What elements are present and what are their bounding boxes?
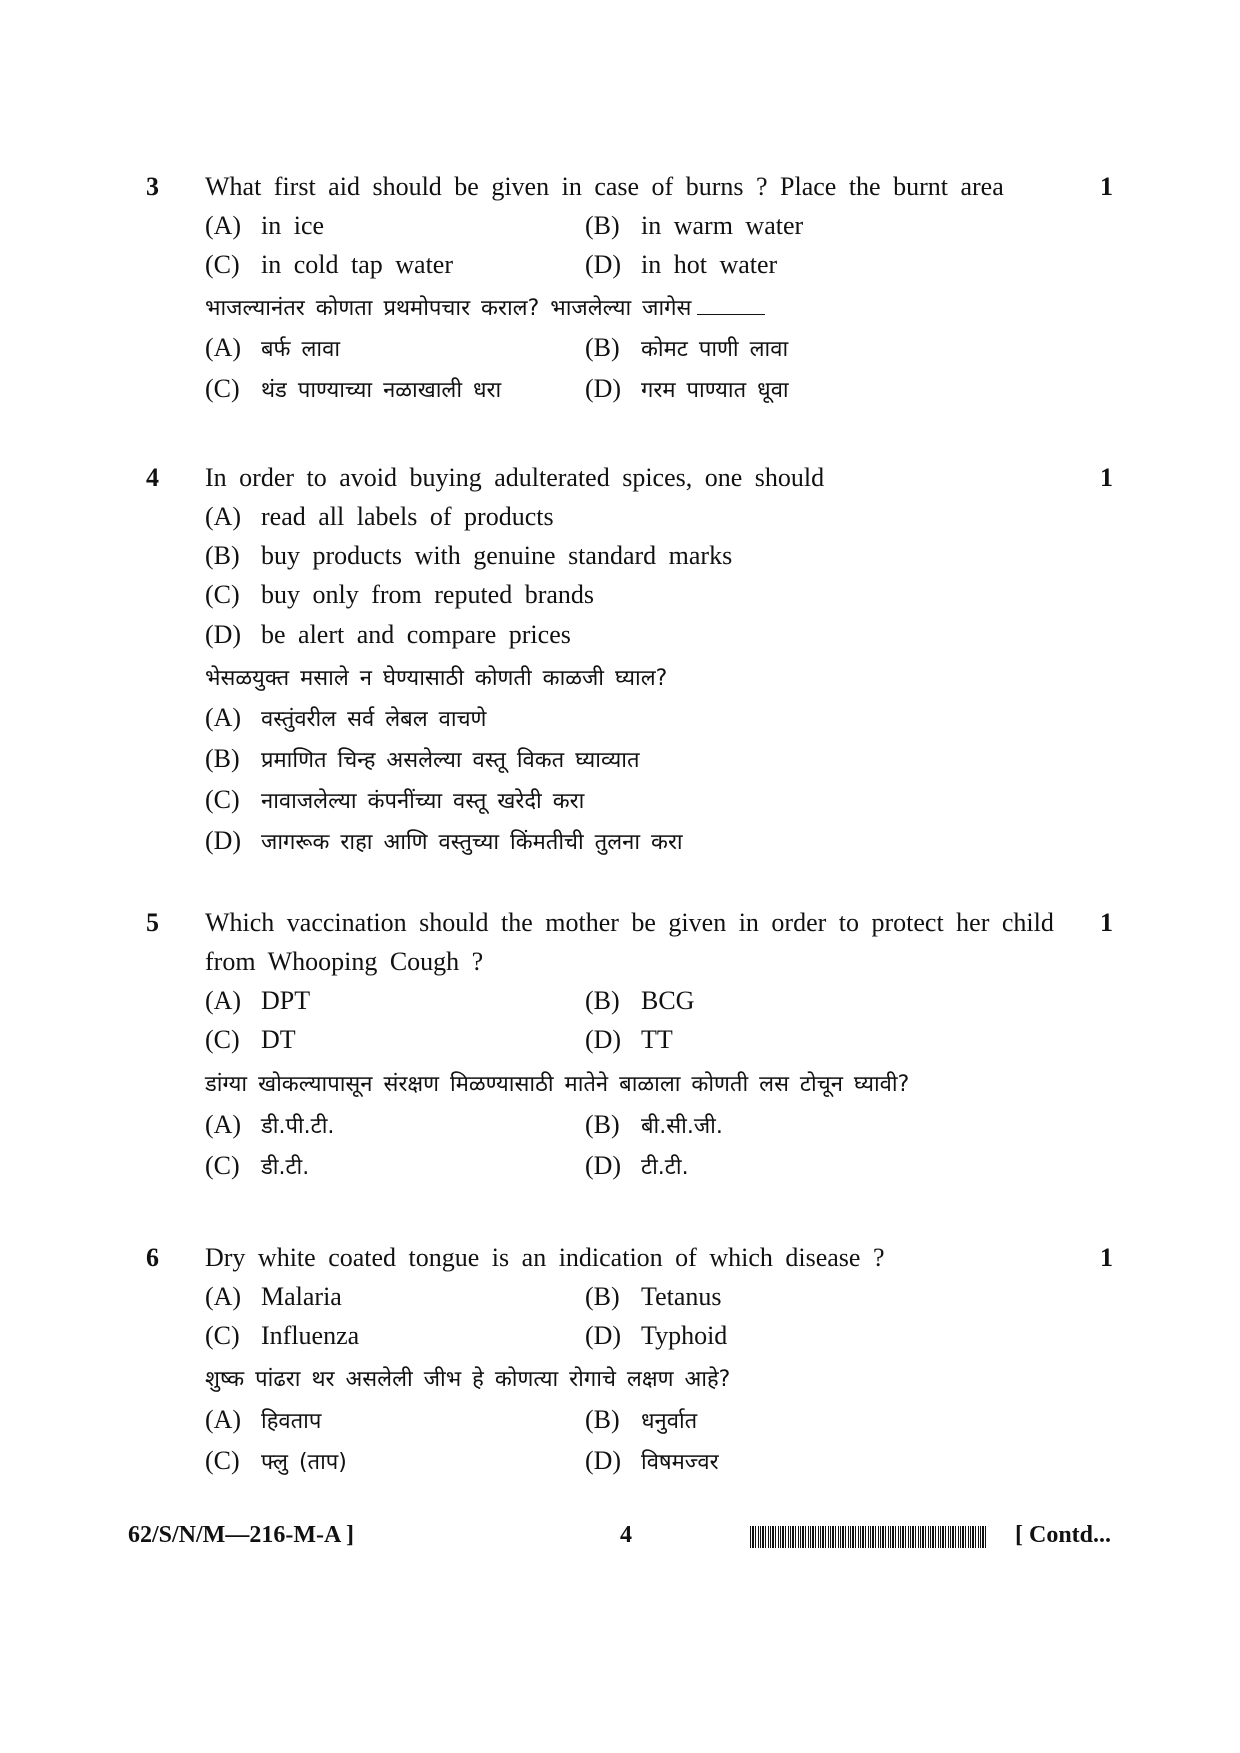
option-b-marathi: (B) प्रमाणित चिन्ह असलेल्या वस्तू विकत घ्याव्यात <box>205 744 640 773</box>
question-text: Dry white coated tongue is an indication of which disease ? <box>205 1243 885 1272</box>
question-marks: 1 <box>1100 463 1113 492</box>
option-b: (B) Tetanus <box>585 1282 722 1311</box>
option-a: (A) Malaria <box>205 1282 342 1311</box>
option-d-marathi: (D) विषमज्वर <box>585 1446 719 1475</box>
option-b-marathi: (B) बी.सी.जी. <box>585 1110 723 1139</box>
question-text: Which vaccination should the mother be given in order to protect her child <box>205 908 1054 937</box>
option-d-marathi: (D) टी.टी. <box>585 1151 689 1180</box>
option-b-marathi: (B) कोमट पाणी लावा <box>585 333 789 362</box>
option-a-marathi: (A) डी.पी.टी. <box>205 1110 335 1139</box>
option-c-marathi: (C) थंड पाण्याच्या नळाखाली धरा <box>205 374 502 403</box>
question-marks: 1 <box>1100 908 1113 937</box>
page-footer <box>0 1522 1240 1562</box>
question-text-marathi: भेसळयुक्त मसाले न घेण्यासाठी कोणती काळजी घ्याल? <box>205 666 668 691</box>
option-b: (B) buy products with genuine standard marks <box>205 541 733 570</box>
option-d: (D) in hot water <box>585 250 778 279</box>
option-b: (B) BCG <box>585 986 695 1015</box>
option-a: (A) read all labels of products <box>205 502 554 531</box>
question-number: 5 <box>146 908 159 937</box>
option-a-marathi: (A) वस्तुंवरील सर्व लेबल वाचणे <box>205 703 487 732</box>
page-number: 4 <box>620 1522 632 1548</box>
question-text: from Whooping Cough ? <box>205 947 484 976</box>
option-c: (C) buy only from reputed brands <box>205 580 595 609</box>
option-d: (D) TT <box>585 1025 673 1054</box>
option-b-marathi: (B) धनुर्वात <box>585 1405 698 1434</box>
option-d-marathi: (D) गरम पाण्यात धूवा <box>585 374 789 403</box>
question-marks: 1 <box>1100 172 1113 201</box>
question-marks: 1 <box>1100 1243 1113 1272</box>
option-c: (C) in cold tap water <box>205 250 453 279</box>
option-d: (D) Typhoid <box>585 1321 728 1350</box>
question-number: 4 <box>146 463 159 492</box>
question-text-marathi: डांग्या खोकल्यापासून संरक्षण मिळण्यासाठी मातेने बाळाला कोणती लस टोचून घ्यावी? <box>205 1072 910 1097</box>
option-c-marathi: (C) डी.टी. <box>205 1151 310 1180</box>
option-a: (A) DPT <box>205 986 311 1015</box>
answer-blank <box>697 294 765 315</box>
question-text-marathi: शुष्क पांढरा थर असलेली जीभ हे कोणत्या रोगाचे लक्षण आहे? <box>205 1367 731 1392</box>
paper-code: 62/S/N/M—216-M-A ] <box>128 1522 354 1548</box>
question-number: 6 <box>146 1243 159 1272</box>
option-d: (D) be alert and compare prices <box>205 620 571 649</box>
option-d-marathi: (D) जागरूक राहा आणि वस्तुच्या किंमतीची तुलना करा <box>205 826 683 855</box>
question-text: What first aid should be given in case of burns ? Place the burnt area <box>205 172 1004 201</box>
option-b: (B) in warm water <box>585 211 804 240</box>
option-a-marathi: (A) हिवताप <box>205 1405 322 1434</box>
option-c-marathi: (C) नावाजलेल्या कंपनींच्या वस्तू खरेदी करा <box>205 785 585 814</box>
option-c: (C) Influenza <box>205 1321 360 1350</box>
option-c: (C) DT <box>205 1025 296 1054</box>
barcode-image <box>750 1526 987 1548</box>
continued-label: [ Contd... <box>1015 1522 1112 1548</box>
option-c-marathi: (C) फ्लु (ताप) <box>205 1446 347 1475</box>
question-number: 3 <box>146 172 159 201</box>
option-a-marathi: (A) बर्फ लावा <box>205 333 341 362</box>
question-text: In order to avoid buying adulterated spices, one should <box>205 463 825 492</box>
option-a: (A) in ice <box>205 211 325 240</box>
question-text-marathi: भाजल्यानंतर कोणता प्रथमोपचार कराल? भाजलेल्या जागेस <box>205 292 765 322</box>
